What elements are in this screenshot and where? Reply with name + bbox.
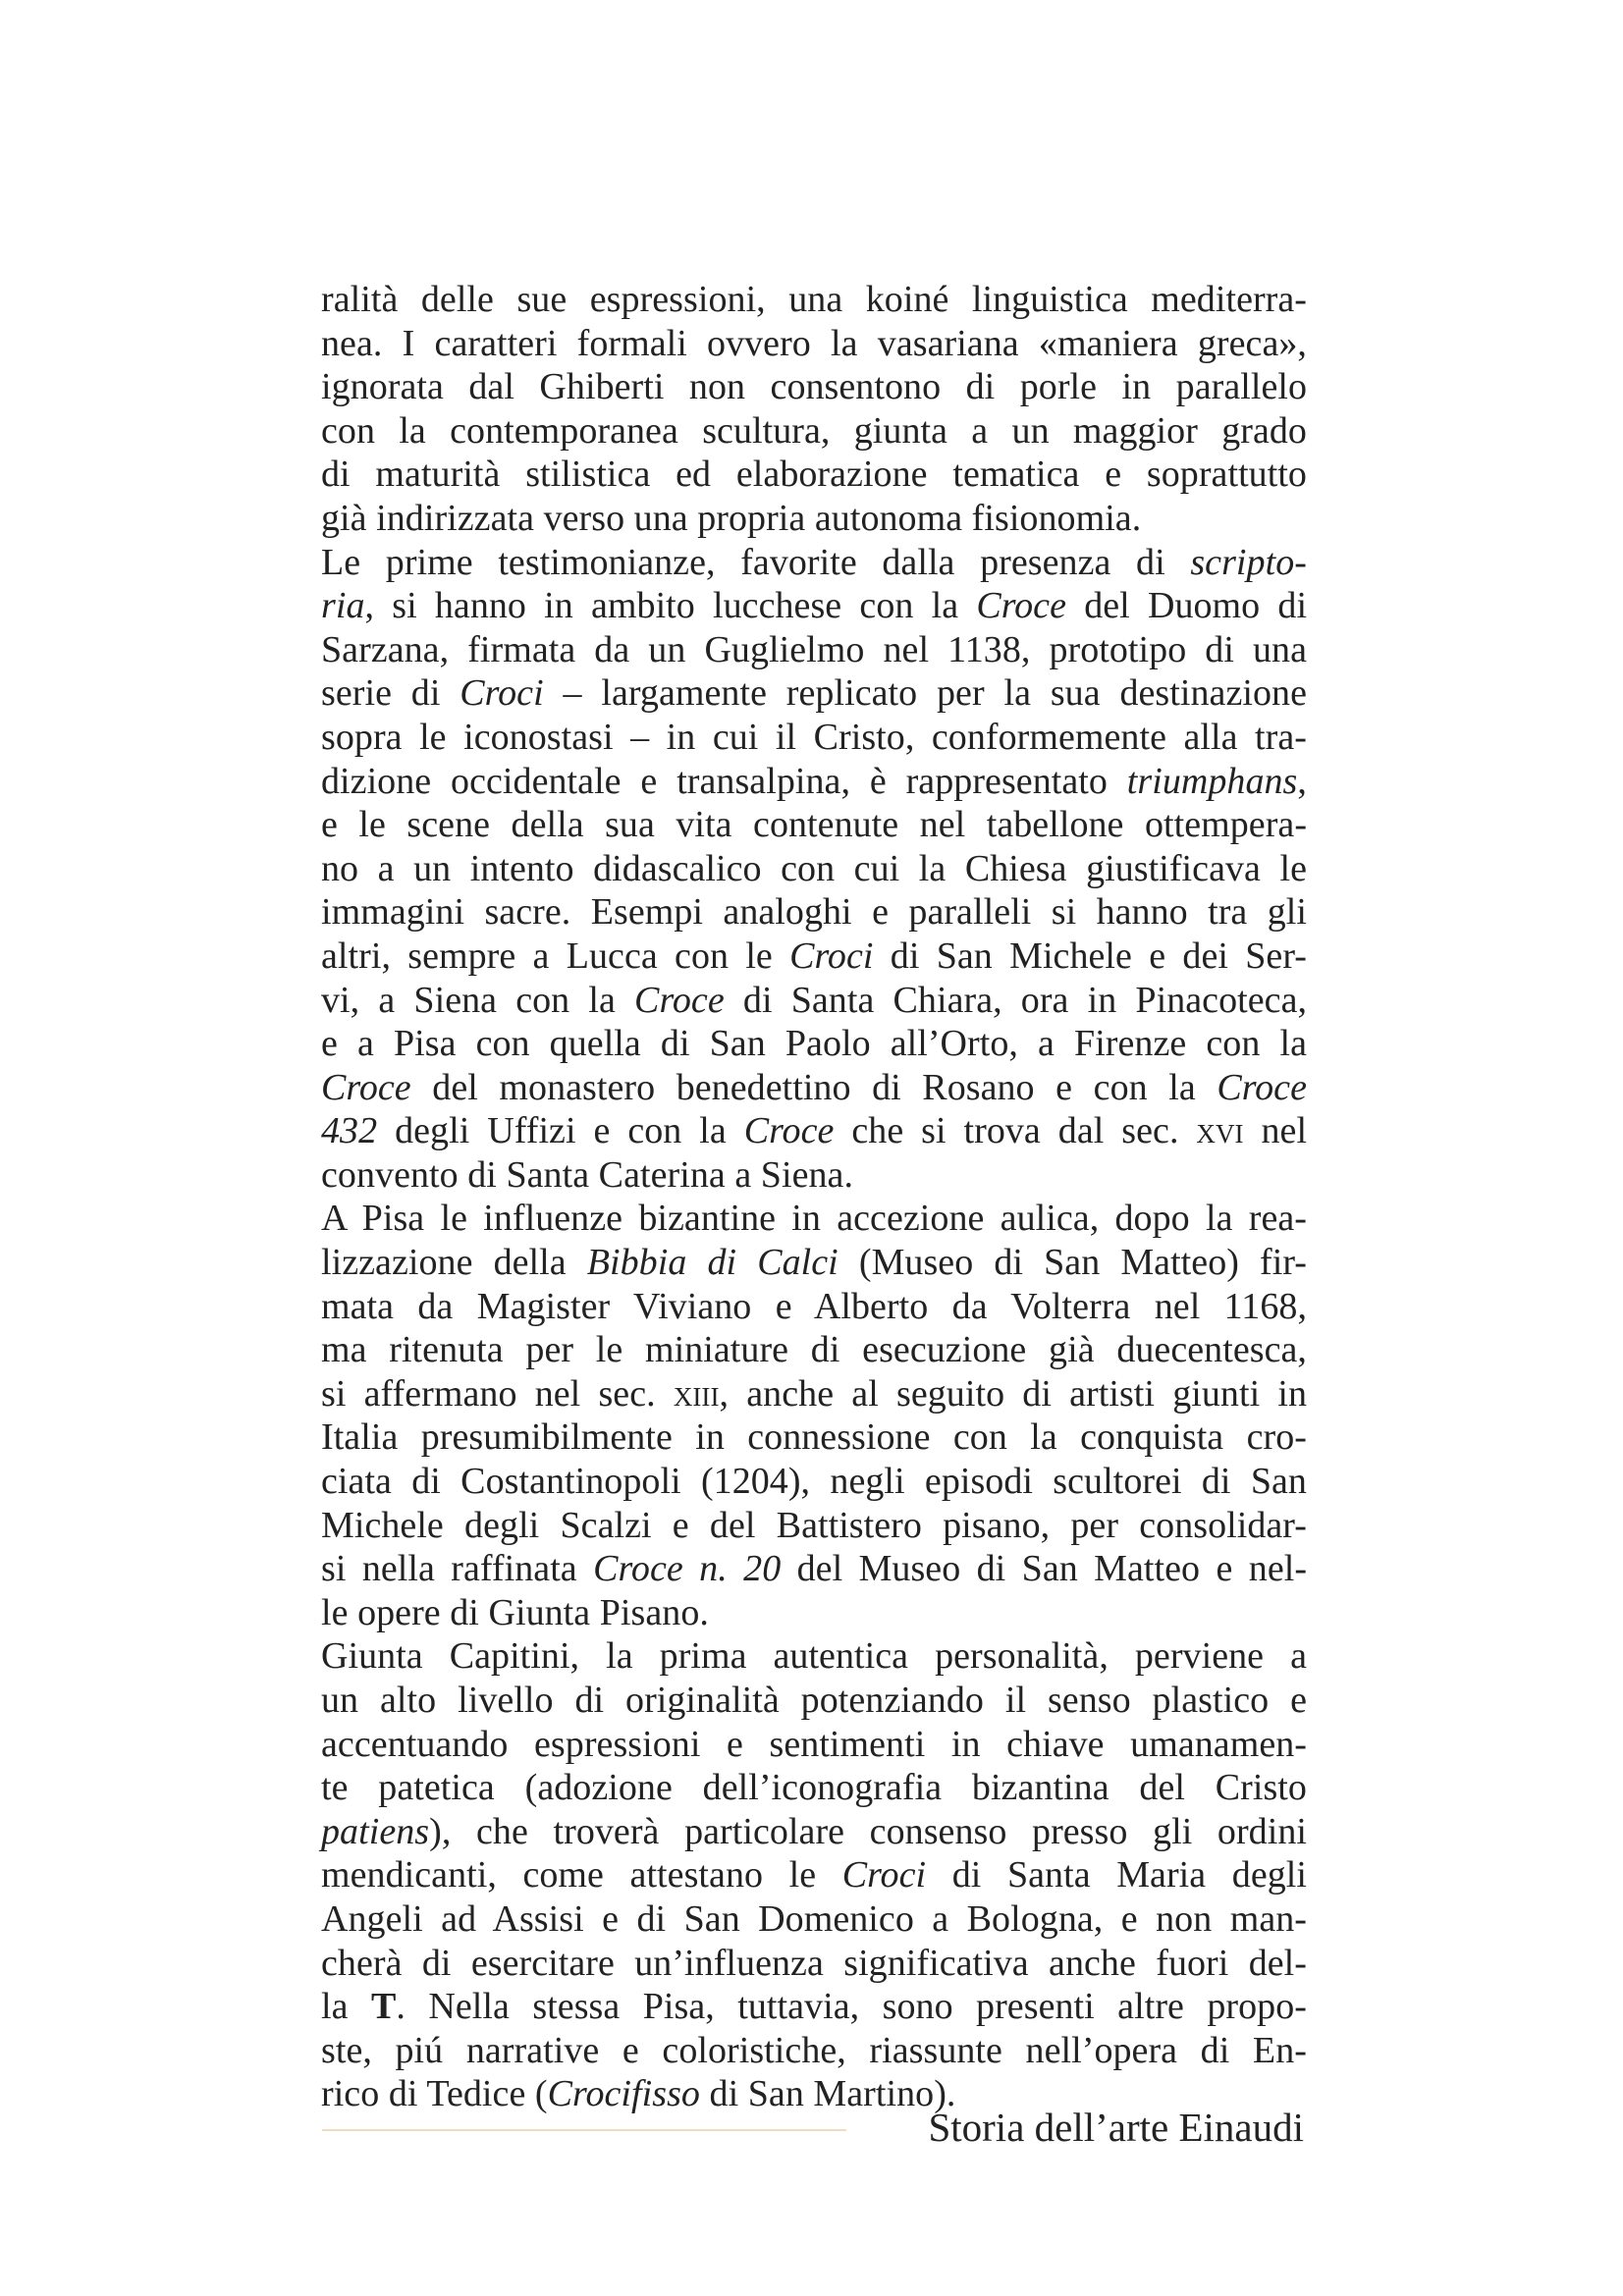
text-run: serie di <box>321 672 460 715</box>
text-run: T <box>370 1986 397 2028</box>
text-line <box>321 1460 1307 1504</box>
text-line <box>321 2029 1307 2073</box>
text-line <box>321 409 1307 454</box>
text-run: di San Martino). <box>699 2073 956 2115</box>
text-line <box>321 1153 1307 1198</box>
text-run: Croce n. 20 <box>593 1548 782 1590</box>
text-run: che si trova dal sec. <box>834 1110 1197 1152</box>
text-run: del monastero benedettino di Rosano e con la <box>410 1066 1217 1108</box>
text-run: Italia presumibilmente in connessione con la conquista cro- <box>321 1416 1307 1459</box>
text-run: sopra le iconostasi – in cui il Cristo, conformemente alla tra- <box>321 716 1307 758</box>
text-line <box>321 365 1307 409</box>
text-line <box>321 1853 1307 1897</box>
text-run: immagini sacre. Esempi analoghi e paralleli si hanno tra gli <box>321 891 1308 934</box>
text-run: altri, sempre a Lucca con le <box>321 934 790 977</box>
text-run: lizzazione della <box>321 1242 587 1284</box>
text-run: ignorata dal Ghiberti non consentono di porle in parallelo <box>321 366 1308 408</box>
text-line <box>321 453 1307 497</box>
text-line <box>321 934 1307 979</box>
text-line <box>321 1372 1307 1416</box>
text-run: ste, piú narrative e coloristiche, riassunte nell’opera di En- <box>321 2029 1307 2071</box>
text-run: del Duomo di <box>1066 585 1308 627</box>
text-run: Le prime testimonianze, favorite dalla presenza di <box>321 541 1191 583</box>
text-line <box>321 847 1307 891</box>
text-run: ), che troverà particolare consenso presso gli ordini <box>429 1810 1307 1852</box>
text-line <box>321 1197 1307 1241</box>
text-line <box>321 1810 1307 1854</box>
text-line <box>321 1066 1307 1110</box>
text-run: ciata di Costantinopoli (1204), negli episodi scultorei di San <box>321 1461 1307 1503</box>
text-run: nea. I caratteri formali ovvero la vasariana «maniera greca», <box>321 322 1307 364</box>
footer-rule <box>322 2129 846 2131</box>
text-run: la <box>321 1986 371 2028</box>
text-run: un alto livello di originalità potenziando il senso plastico e <box>321 1680 1307 1721</box>
text-run: già indirizzata verso una propria autonoma fisionomia. <box>321 497 1142 539</box>
text-run: , anche al seguito di artisti giunti in <box>719 1372 1308 1415</box>
text-line <box>321 716 1307 760</box>
text-line <box>321 1547 1307 1591</box>
text-run: di Santa Chiara, ora in Pinacoteca, <box>724 979 1308 1021</box>
text-run: le opere di Giunta Pisano. <box>321 1591 709 1633</box>
text-run: accentuando espressioni e sentimenti in chiave umanamen- <box>321 1723 1307 1765</box>
text-line <box>321 1109 1307 1153</box>
text-line <box>321 760 1307 804</box>
text-line <box>321 1766 1307 1810</box>
text-run: . Nella stessa Pisa, tuttavia, sono presenti altre propo- <box>396 1986 1307 2028</box>
text-run: (Museo di San Matteo) fir- <box>838 1242 1308 1284</box>
text-run: con la contemporanea scultura, giunta a un maggior grado <box>321 409 1307 452</box>
text-run: patiens <box>321 1810 430 1852</box>
text-run: xiii <box>673 1372 720 1415</box>
text-run: , si hanno in ambito lucchese con la <box>364 585 977 627</box>
text-line <box>321 1942 1307 1986</box>
text-run: Bibbia di Calci <box>586 1242 839 1284</box>
text-line <box>321 979 1307 1023</box>
text-run: nel <box>1243 1110 1308 1152</box>
text-run: convento di Santa Caterina a Siena. <box>321 1153 854 1196</box>
text-run: cherà di esercitare un’influenza significativa anche fuori del- <box>321 1942 1307 1984</box>
text-line <box>321 584 1307 628</box>
text-line <box>321 497 1307 541</box>
text-run: no a un intento didascalico con cui la Chiesa giustificava le <box>321 847 1308 889</box>
text-run: xvi <box>1196 1110 1244 1152</box>
text-line <box>321 628 1307 672</box>
text-line <box>321 671 1307 716</box>
text-line <box>321 1985 1307 2029</box>
text-line <box>321 1504 1307 1548</box>
text-run: 432 <box>321 1110 378 1152</box>
text-run: si affermano nel sec. <box>321 1372 674 1415</box>
text-run: Croce <box>634 979 725 1021</box>
text-line <box>321 1328 1307 1372</box>
text-run: Croce <box>976 585 1067 627</box>
text-run: A Pisa le influenze bizantine in accezione aulica, dopo la rea- <box>321 1198 1307 1240</box>
text-run: mendicanti, come attestano le <box>321 1854 842 1896</box>
text-line <box>321 1679 1307 1723</box>
text-run: e le scene della sua vita contenute nel tabellone ottempera- <box>321 804 1308 846</box>
text-run: te patetica (adozione dell’iconografia bizantina del Cristo <box>321 1767 1307 1809</box>
text-run: e a Pisa con quella di San Paolo all’Orto, a Firenze con la <box>321 1023 1307 1065</box>
text-run: ria <box>321 585 365 627</box>
body-text <box>321 278 1307 2116</box>
text-line <box>321 541 1307 585</box>
text-run: scripto- <box>1190 541 1307 583</box>
text-run: Croce <box>743 1110 835 1152</box>
text-line <box>321 322 1307 366</box>
text-run: di San Michele e dei Ser- <box>873 934 1307 977</box>
text-run: di Santa Maria degli <box>926 1854 1308 1896</box>
text-run: vi, a Siena con la <box>321 979 635 1021</box>
footer-publisher-label: Storia dell’arte Einaudi <box>928 2105 1304 2150</box>
text-run: Croci <box>460 672 544 715</box>
text-run: Croci <box>841 1854 927 1896</box>
text-run: Croci <box>789 934 874 977</box>
text-line <box>321 1634 1307 1679</box>
text-run: Crocifisso <box>547 2073 700 2115</box>
text-line <box>321 1241 1307 1285</box>
text-line <box>321 1591 1307 1635</box>
text-run: ralità delle sue espressioni, una koiné linguistica mediterra- <box>321 279 1308 320</box>
text-line <box>321 278 1307 322</box>
text-line <box>321 890 1307 934</box>
text-run: si nella raffinata <box>321 1548 594 1590</box>
text-run: Croce <box>1217 1066 1308 1108</box>
text-run: ma ritenuta per le miniature di esecuzione già duecentesca, <box>321 1329 1307 1371</box>
text-run: Croce <box>321 1066 411 1108</box>
text-line <box>321 1022 1307 1066</box>
text-run: rico di Tedice ( <box>321 2073 548 2115</box>
text-line <box>321 1415 1307 1460</box>
text-run: – largamente replicato per la sua destinazione <box>543 672 1307 715</box>
text-run: dizione occidentale e transalpina, è rappresentato <box>321 760 1127 802</box>
text-run: , <box>1297 760 1307 802</box>
text-line <box>321 1897 1307 1942</box>
text-run: triumphans <box>1126 760 1298 802</box>
text-run: Sarzana, firmata da un Guglielmo nel 1138, prototipo di una <box>321 628 1307 670</box>
text-run: Angeli ad Assisi e di San Domenico a Bologna, e non man- <box>321 1897 1307 1940</box>
text-run: Michele degli Scalzi e del Battistero pisano, per consolidar- <box>321 1504 1307 1546</box>
text-run: Giunta Capitini, la prima autentica personalità, perviene a <box>321 1635 1307 1678</box>
text-line <box>321 1285 1307 1329</box>
text-run: degli Uffizi e con la <box>377 1110 744 1152</box>
text-run: di maturità stilistica ed elaborazione tematica e soprattutto <box>321 454 1307 496</box>
text-line <box>321 1723 1307 1767</box>
text-run: mata da Magister Viviano e Alberto da Volterra nel 1168, <box>321 1285 1307 1327</box>
text-line <box>321 803 1307 847</box>
text-run: del Museo di San Matteo e nel- <box>781 1548 1308 1590</box>
